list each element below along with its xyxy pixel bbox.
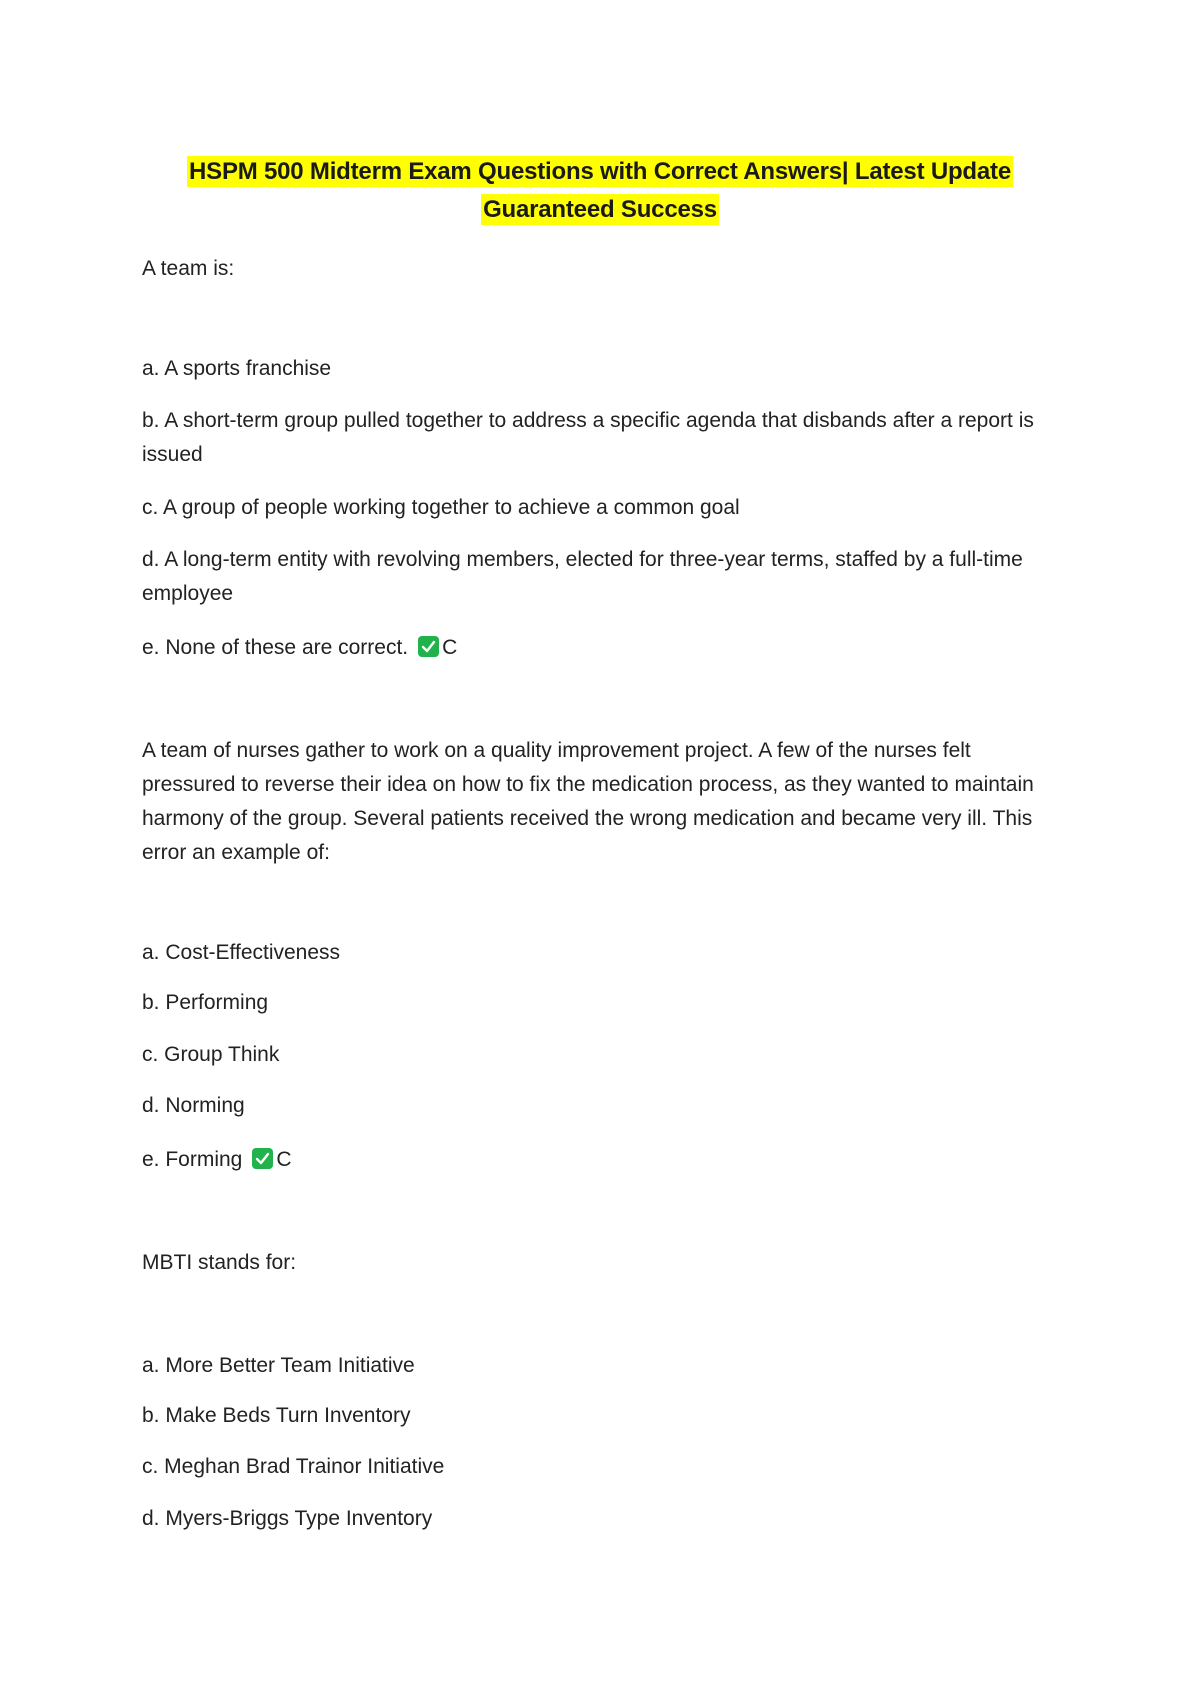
question-3-option-a: a. More Better Team Initiative	[142, 1354, 415, 1377]
question-2-option-a: a. Cost-Effectiveness	[142, 941, 341, 964]
question-1-option-a: a. A sports franchise	[142, 357, 332, 380]
question-3-option-b: b. Make Beds Turn Inventory	[142, 1404, 411, 1427]
document-title	[150, 153, 1050, 229]
question-2-answer: C	[276, 1148, 292, 1171]
question-3-option-d: d. Myers-Briggs Type Inventory	[142, 1507, 433, 1530]
question-2-option-b: b. Performing	[142, 991, 269, 1014]
question-1-answer: C	[442, 636, 458, 659]
question-2-stem: A team of nurses gather to work on a quality improvement project. A few of the nurses felt pressured to reverse their idea on how to fix the medication process, as they wanted to maintain harmony of the group. Several patients received the wrong medication and became very ill. This error an example of:	[142, 739, 1034, 864]
check-mark-icon	[418, 636, 439, 657]
question-1-option-b: b. A short-term group pulled together to address a specific agenda that disbands after a report is issued	[142, 409, 1034, 466]
check-mark-icon	[252, 1148, 273, 1169]
question-2-option-d: d. Norming	[142, 1094, 245, 1117]
question-1-option-d: d. A long-term entity with revolving members, elected for three-year terms, staffed by a full-time employee	[142, 548, 1023, 605]
question-2-option-e-line	[142, 1143, 292, 1177]
title-line-1: HSPM 500 Midterm Exam Questions with Correct Answers| Latest Update	[189, 158, 1011, 185]
question-1-option-e-line	[142, 631, 457, 665]
title-line-2: Guaranteed Success	[483, 196, 717, 223]
question-1-stem: A team is:	[142, 257, 235, 280]
question-2-option-e: e. Forming	[142, 1148, 243, 1171]
question-3-stem: MBTI stands for:	[142, 1251, 297, 1274]
question-2-option-c: c. Group Think	[142, 1043, 280, 1066]
question-1-option-c: c. A group of people working together to achieve a common goal	[142, 496, 740, 519]
question-1-option-e: e. None of these are correct.	[142, 636, 409, 659]
question-3-option-c: c. Meghan Brad Trainor Initiative	[142, 1455, 445, 1478]
